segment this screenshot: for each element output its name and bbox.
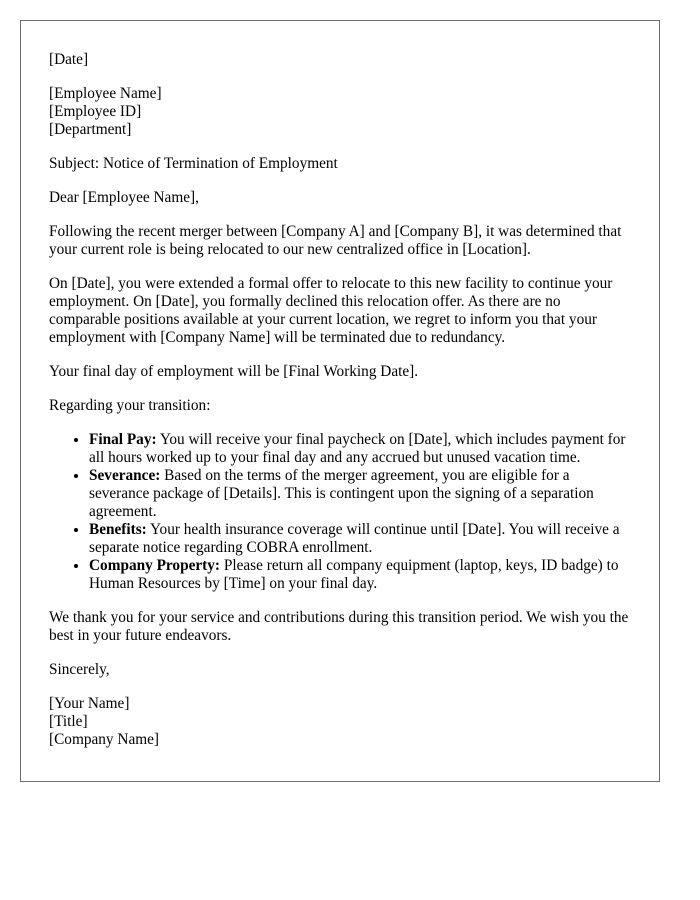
recipient-block [49,85,631,139]
paragraph-merger: Following the recent merger between [Company A] and [Company B], it was determined that your current role is being relocated to our new centralized office in [Location]. [49,223,622,258]
letter-signoff: Sincerely, [49,661,110,678]
list-item-company-property [89,557,631,593]
signature-block [49,695,631,749]
paragraph-transition: Regarding your transition: [49,397,211,414]
letter-salutation: Dear [Employee Name], [49,189,199,206]
letter-subject: Subject: Notice of Termination of Employment [49,155,338,172]
transition-list [49,431,631,593]
list-item-final-pay [89,431,631,467]
signature-company: [Company Name] [49,731,160,748]
recipient-id: [Employee ID] [49,103,142,120]
list-item-text: Your health insurance coverage will continue until [Date]. You will receive a separate notice regarding COBRA enrollment. [89,521,620,556]
paragraph-relocation: On [Date], you were extended a formal offer to relocate to this new facility to continue your employment. On [Date], you formally declined this relocation offer. As there are no comparable positions available at your current location, we regret to inform you that your employment with [Company Name] will be terminated due to redundancy. [49,275,613,346]
letter-date: [Date] [49,51,89,68]
list-item-text: Please return all company equipment (laptop, keys, ID badge) to Human Resources by [Time] on your final day. [89,557,619,592]
list-item-label: Benefits: [89,521,147,538]
signature-name: [Your Name] [49,695,130,712]
signature-title: [Title] [49,713,88,730]
list-item-benefits [89,521,631,557]
recipient-department: [Department] [49,121,132,138]
list-item-label: Severance: [89,467,161,484]
paragraph-final-day: Your final day of employment will be [Final Working Date]. [49,363,419,380]
list-item-severance [89,467,631,521]
closing-paragraph: We thank you for your service and contributions during this transition period. We wish you the best in your future endeavors. [49,609,629,644]
list-item-label: Final Pay: [89,431,157,448]
list-item-text: Based on the terms of the merger agreement, you are eligible for a severance package of [Details]. This is contingent upon the signing of a separation agreement. [89,467,594,520]
recipient-name: [Employee Name] [49,85,162,102]
list-item-label: Company Property: [89,557,221,574]
letter-page [20,20,660,782]
list-item-text: You will receive your final paycheck on [Date], which includes payment for all hours worked up to your final day and any accrued but unused vacation time. [89,431,626,466]
